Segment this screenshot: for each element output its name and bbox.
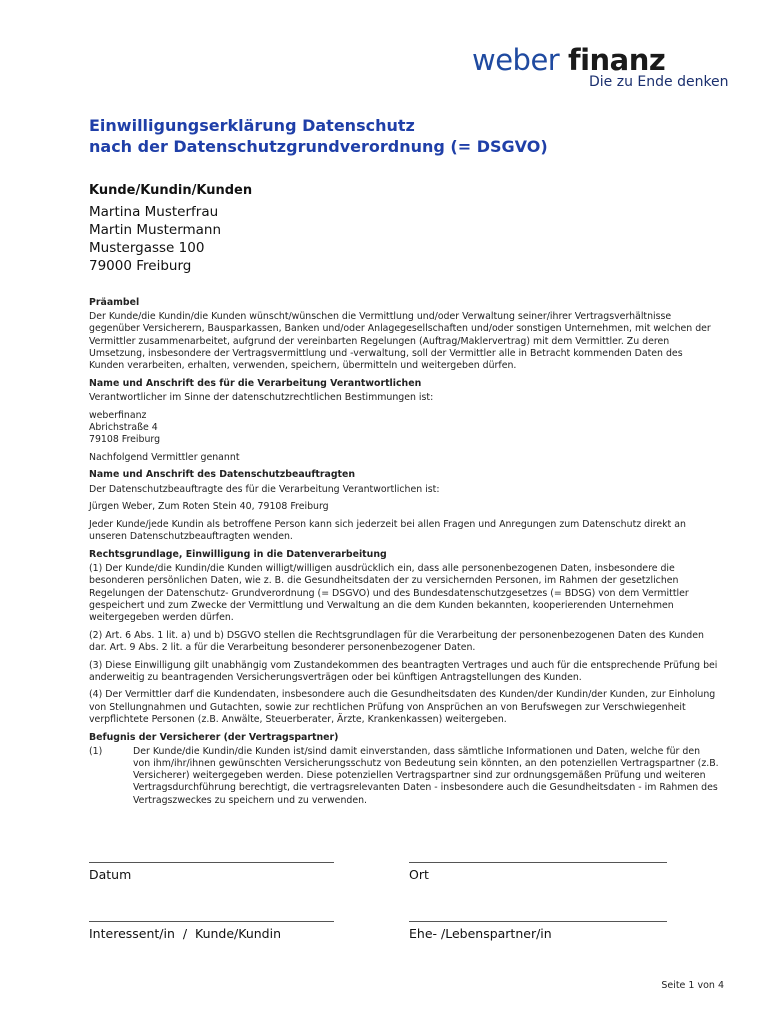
customer-line: 79000 Freiburg [89,258,192,274]
logo-word-finanz: finanz [567,43,666,77]
controller-line: Abrichstraße 4 [89,421,158,433]
controller-line: 79108 Freiburg [89,434,161,446]
customer-line: Martina Musterfrau [89,204,219,220]
customer-heading: Kunde/Kundin/Kunden [89,183,253,198]
dpo-intro: Der Datenschutzbeauftragte des für die Verarbeitung Verantwortlichen ist: [89,483,440,495]
legal-basis-heading: Rechtsgrundlage, Einwilligung in die Datenverarbeitung [89,548,387,560]
legal-paragraph-3: (3) Diese Einwilligung gilt unabhängig vom Zustandekommen des beantragten Vertrages und auch für die entsprechende Prüfung bei anderweitig zu beantragenden Versicherungsverträgen oder bei künftigen Antragstellungen des Kunden. [89,659,718,683]
insurer-paragraph [89,746,719,807]
logo-wordmark [472,44,732,76]
customer-line: Martin Mustermann [89,222,222,238]
signature-place [409,862,667,882]
insurer-paragraph-number: (1) [89,745,103,757]
title-line-2: nach der Datenschutzgrundverordnung (= DSGVO) [89,137,548,156]
customer-address [89,203,221,275]
signature-line [409,921,667,922]
signature-label-place: Ort [409,867,429,882]
signature-line [409,862,667,863]
signature-label-date: Datum [89,867,132,882]
signature-line [89,921,334,922]
company-logo [472,43,732,90]
signature-label-customer: Interessent/in / Kunde/Kundin [89,926,282,941]
legal-paragraph-4: (4) Der Vermittler darf die Kundendaten, insbesondere auch die Gesundheitsdaten des Kunden/der Kundin/der Kunden, zur Einholung von Stellungnahmen und Gutachten, sowie zur rechtlichen Prüfung von Ansprüchen an von Berufswegen zur Verschwiegenheit verpflichtete Personen (z.B. Anwälte, Steuerberater, Ärzte, Krankenkassen) weitergeben. [89,689,716,725]
signature-date [89,862,334,882]
signature-partner [409,921,667,941]
document-title [89,115,548,157]
controller-address [89,410,719,447]
title-line-1: Einwilligungserklärung Datenschutz [89,116,415,135]
insurer-paragraph-text: Der Kunde/die Kundin/die Kunden ist/sind damit einverstanden, dass sämtliche Informationen und Daten, welche für den von ihm/ihr/ihnen gewünschten Versicherungsschutz von Bedeutung sein könnten, an den potenziellen Vertragspartner (z.B. Versicherer) weitergegeben werden. Diese potenziellen Vertragspartner sind zur ordnungsgemäßen Prüfung und weiteren Vertragsdurchführung berechtigt, die vertragsrelevanten Daten - insbesondere auch die Gesundheitsdaten - im Rahmen des Vertragszweckes zu speichern und zu verwenden. [133,745,719,806]
controller-line: weberfinanz [89,409,147,421]
insurer-heading: Befugnis der Versicherer (der Vertragspartner) [89,731,339,743]
page-number: Seite 1 von 4 [661,980,724,991]
signature-line [89,862,334,863]
controller-heading: Name und Anschrift des für die Verarbeitung Verantwortlichen [89,377,422,389]
logo-tagline: Die zu Ende denken [589,74,729,90]
dpo-heading: Name und Anschrift des Datenschutzbeauftragten [89,469,356,481]
legal-paragraph-2: (2) Art. 6 Abs. 1 lit. a) und b) DSGVO stellen die Rechtsgrundlagen für die Verarbeitung der personenbezogenen Daten des Kunden dar. Art. 9 Abs. 2 lit. a für die Verarbeitung besonderer personenbezogener Daten. [89,629,704,653]
signature-label-partner: Ehe- /Lebenspartner/in [409,926,552,941]
document-body [89,297,719,807]
signature-customer [89,921,334,941]
controller-intro: Verantwortlicher im Sinne der datenschutzrechtlichen Bestimmungen ist: [89,391,434,403]
logo-word-weber: weber [472,43,560,77]
dpo-name: Jürgen Weber, Zum Roten Stein 40, 79108 Freiburg [89,501,329,513]
preamble-text: Der Kunde/die Kundin/die Kunden wünscht/wünschen die Vermittlung und/oder Verwaltung seiner/ihrer Vertragsverhältnisse gegenüber Versicherern, Bausparkassen, Banken und/oder Anlagegesellschaften und/oder sonstigen Unternehmen, mit welchen der Vermittler zusammenarbeitet, aufgrund der vereinbarten Regelungen (Auftrag/Maklervertrag) mit dem Vermittler. Zu deren Umsetzung, insbesondere der Vertragsvermittlung und -verwaltung, soll der Vermittler alle in Betracht kommenden Daten des Kunden verarbeiten, erhalten, verwenden, speichern, übermitteln und weitergeben dürfen. [89,311,711,372]
controller-note: Nachfolgend Vermittler genannt [89,451,240,463]
legal-paragraph-1: (1) Der Kunde/die Kundin/die Kunden willigt/willigen ausdrücklich ein, dass alle personenbezogenen Daten, insbesondere die besonderen persönlichen Daten, wie z. B. die Gesundheitsdaten der zu versichernden Personen, im Rahmen der gesetzlichen Regelungen der Datenschutz- Grundverordnung (= DSGVO) und des Bundesdatenschutzgesetzes (= BDSG) von dem Vermittler gespeichert und zum Zwecke der Vermittlung und Verwaltung an die dem Kunden bekannten, kooperierenden Unternehmen weitergegeben werden dürfen. [89,563,689,623]
dpo-note: Jeder Kunde/jede Kundin als betroffene Person kann sich jederzeit bei allen Fragen und Anregungen zum Datenschutz direkt an unseren Datenschutzbeauftragten wenden. [89,519,686,543]
customer-line: Mustergasse 100 [89,240,205,256]
preamble-heading: Präambel [89,297,140,308]
